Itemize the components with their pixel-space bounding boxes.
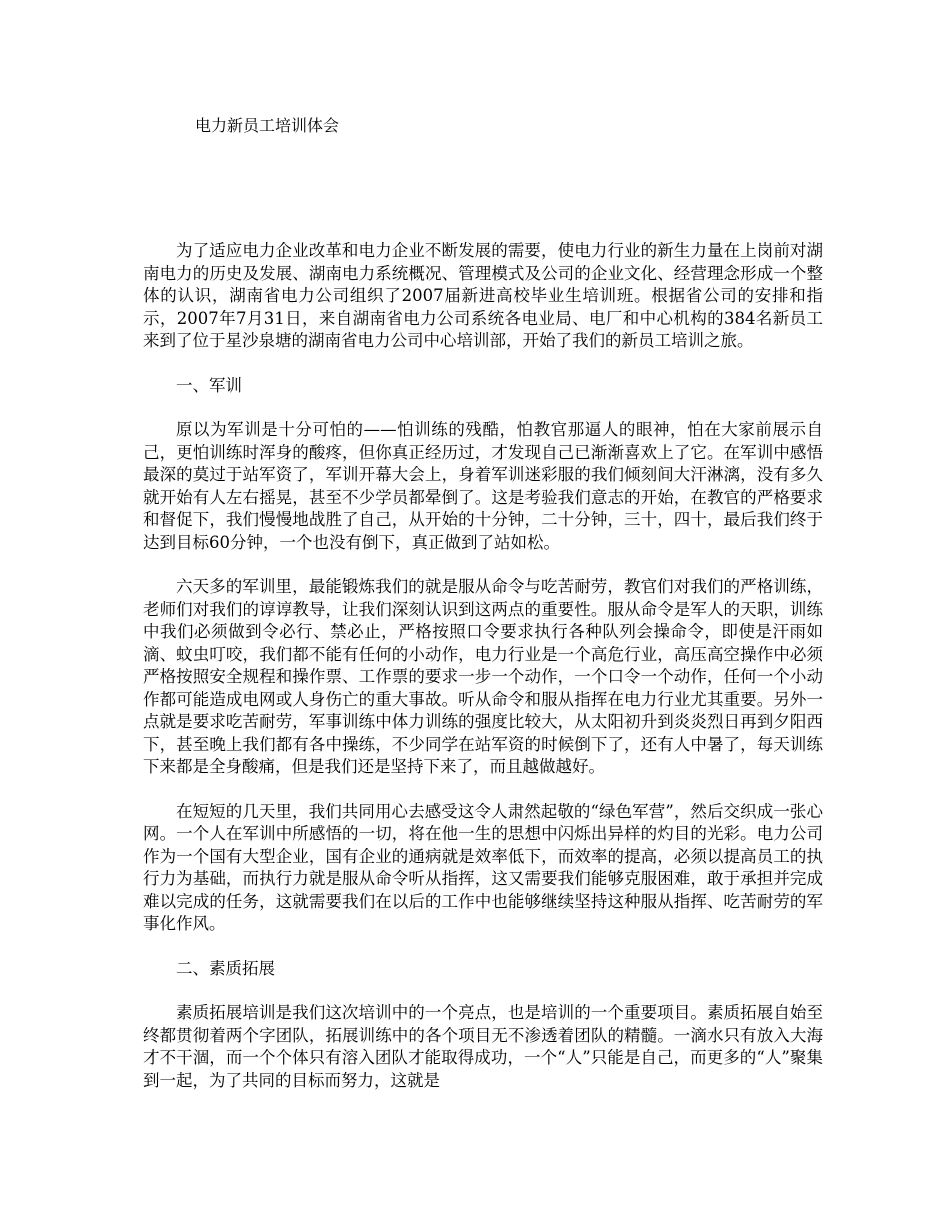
intro-paragraph: 为了适应电力企业改革和电力企业不断发展的需要，使电力行业的新生力量在上岗前对湖南电力的历史及发展、湖南电力系统概况、管理模式及公司的企业文化、经营理念形成一个整体的认识，湖南省电力公司组织了2007届新进高校毕业生培训班。根据省公司的安排和指示，2007年7月31日，来自湖南省电力公司系统各电业局、电厂和中心机构的384名新员工来到了位于星沙泉塘的湖南省电力公司中心培训部，开始了我们的新员工培训之旅。 [143, 241, 823, 350]
document-body [143, 240, 823, 1114]
document-title: 电力新员工培训体会 [195, 116, 340, 135]
paragraph: 六天多的军训里，最能锻炼我们的就是服从命令与吃苦耐劳，教官们对我们的严格训练，老师们对我们的谆谆教导，让我们深刻认识到这两点的重要性。服从命令是军人的天职，训练中我们必须做到令必行、禁必止，严格按照口令要求执行各种队列会操命令，即使是汗雨如滴、蚊虫叮咬，我们都不能有任何的小动作，电力行业是一个高危行业，高压高空操作中必须严格按照安全规程和操作票、工作票的要求一步一个动作，一个口令一个动作，任何一个小动作都可能造成电网或人身伤亡的重大事故。听从命令和服从指挥在电力行业尤其重要。另外一点就是要求吃苦耐劳，军事训练中体力训练的强度比较大，从太阳初升到炎炎烈日再到夕阳西下，甚至晚上我们都有各中操练，不少同学在站军资的时候倒下了，还有人中暑了，每天训练下来都是全身酸痛，但是我们还是坚持下来了，而且越做越好。 [143, 577, 823, 776]
paragraph: 在短短的几天里，我们共同用心去感受这令人肃然起敬的“绿色军营”，然后交织成一张心网。一个人在军训中所感悟的一切，将在他一生的思想中闪烁出异样的灼目的光彩。电力公司作为一个国有大型企业，国有企业的通病就是效率低下，而效率的提高，必须以提高员工的执行力为基础，而执行力就是服从命令听从指挥，这又需要我们能够克服困难，敢于承担并完成难以完成的任务，这就需要我们在以后的工作中也能够继续坚持这种服从指挥、吃苦耐劳的军事化作风。 [143, 801, 823, 933]
paragraph: 原以为军训是十分可怕的——怕训练的残酷，怕教官那逼人的眼神，怕在大家前展示自己，更怕训练时浑身的酸疼，但你真正经历过，才发现自己已渐渐喜欢上了它。在军训中感悟最深的莫过于站军资了，军训开幕大会上，身着军训迷彩服的我们倾刻间大汗淋漓，没有多久就开始有人左右摇晃，甚至不少学员都晕倒了。这是考验我们意志的开始，在教官的严格要求和督促下，我们慢慢地战胜了自己，从开始的十分钟，二十分钟，三十，四十，最后我们终于达到目标60分钟，一个也没有倒下，真正做到了站如松。 [143, 420, 823, 552]
section-heading-quality-expansion: 二、素质拓展 [176, 958, 275, 978]
section-heading-military-training: 一、军训 [176, 375, 242, 395]
paragraph: 素质拓展培训是我们这次培训中的一个亮点，也是培训的一个重要项目。素质拓展自始至终都贯彻着两个字团队，拓展训练中的各个项目无不渗透着团队的精髓。一滴水只有放入大海才不干涸，而一个个体只有溶入团队才能取得成功，一个“人”只能是自己，而更多的“人”聚集到一起，为了共同的目标而努力，这就是 [143, 1003, 823, 1090]
